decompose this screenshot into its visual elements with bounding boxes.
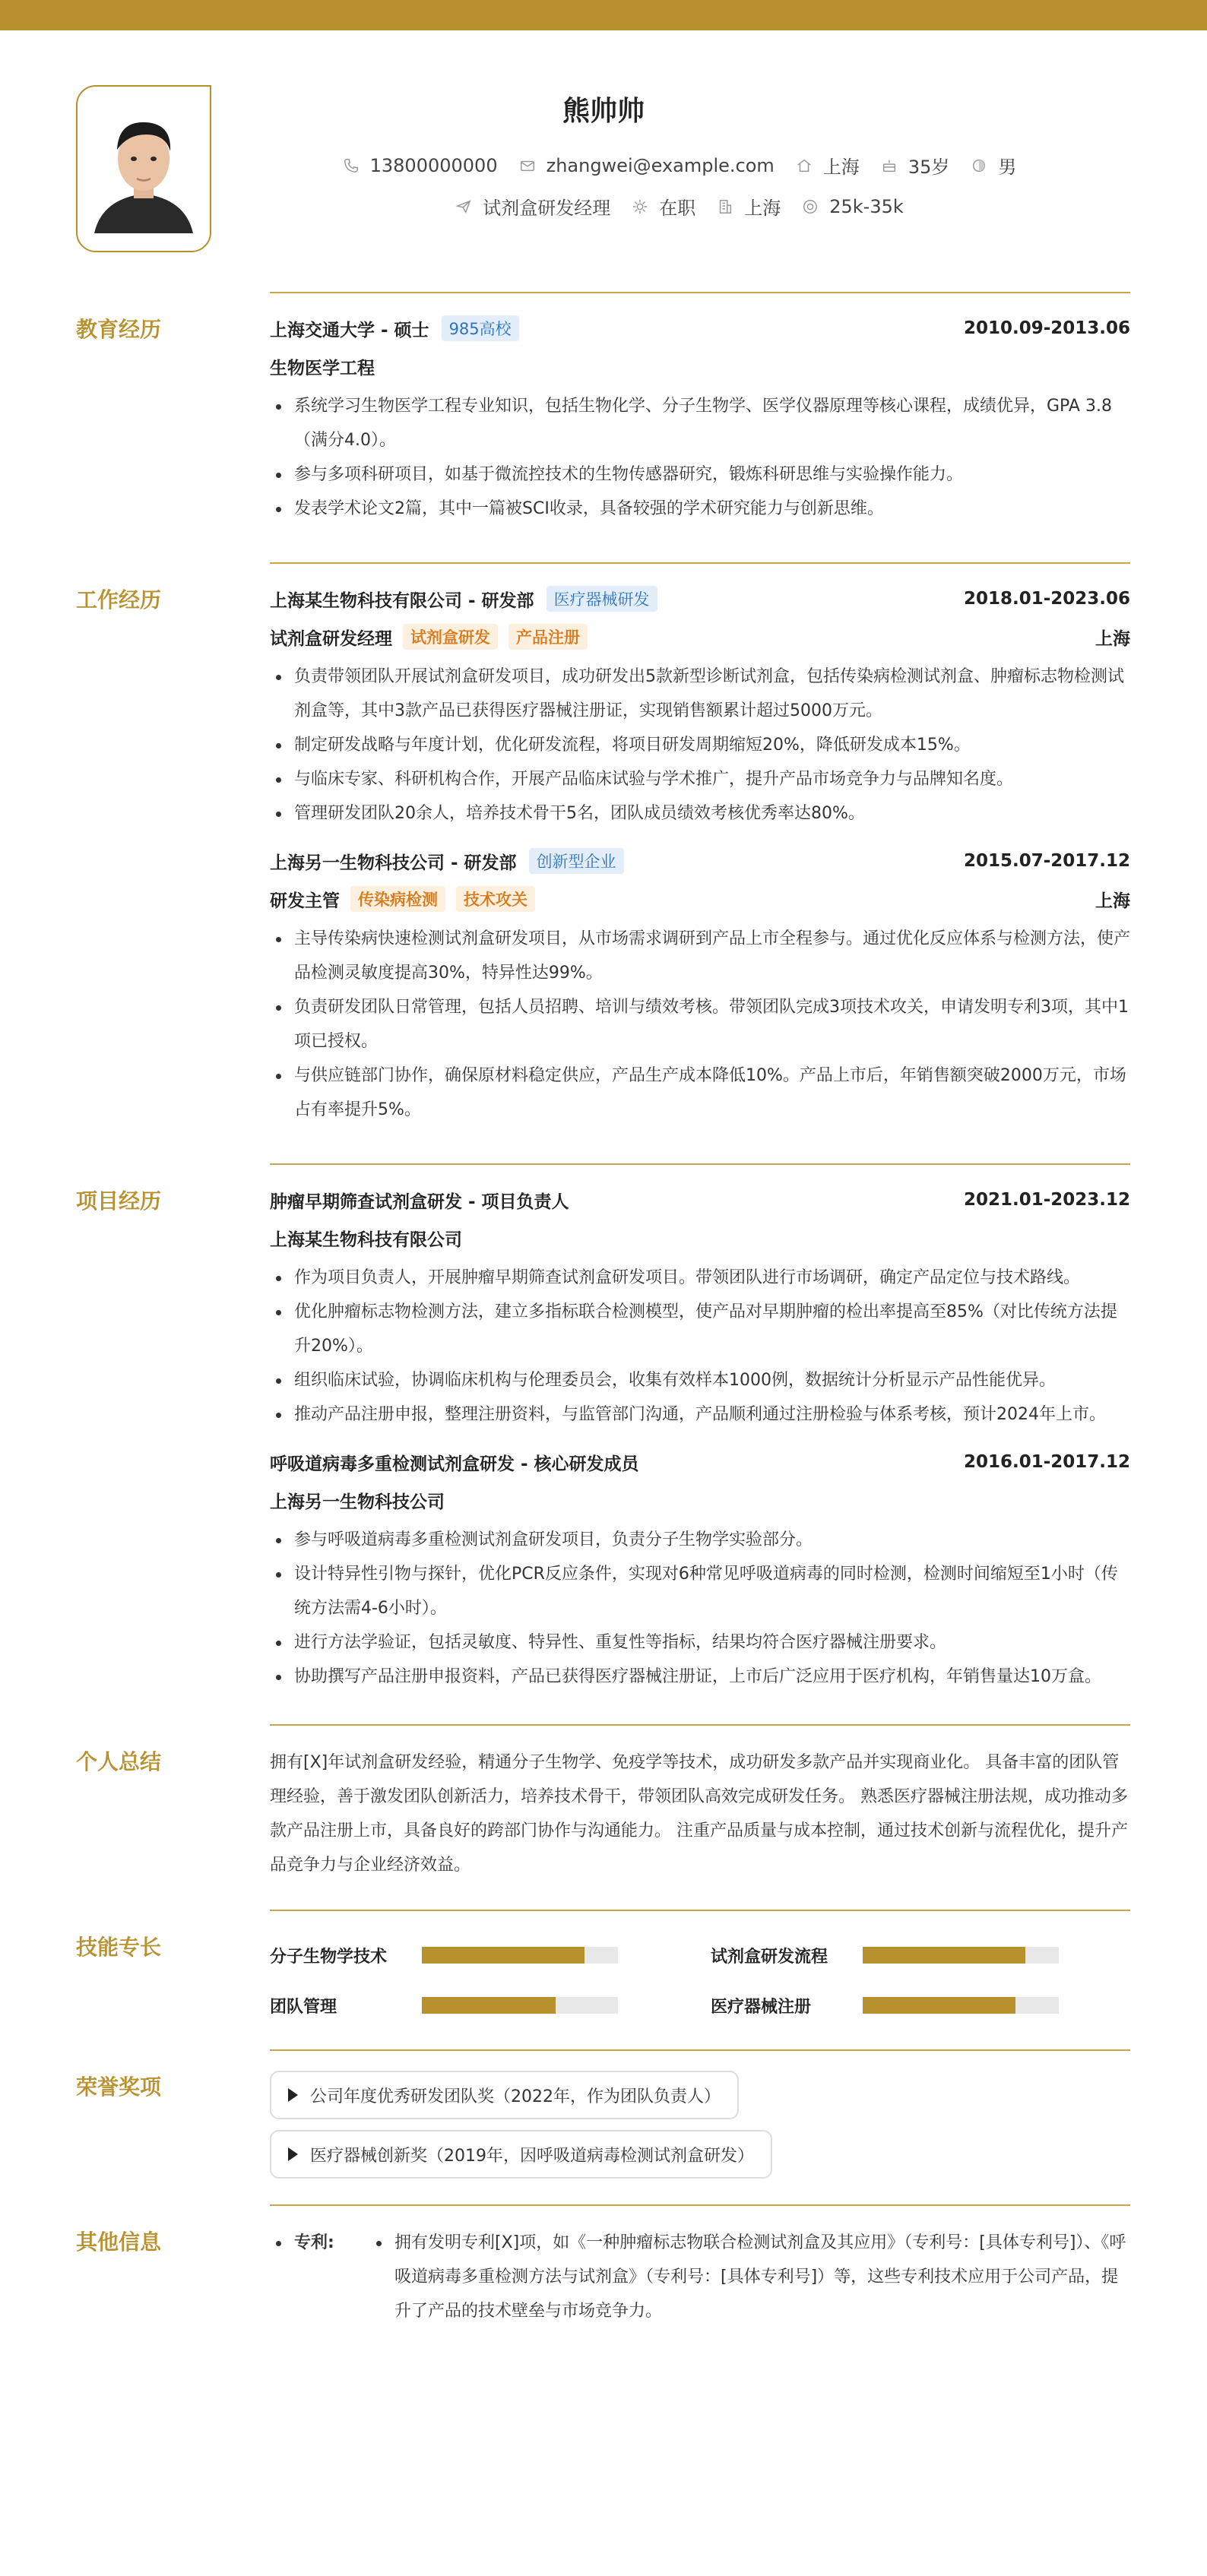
skills-grid: [270, 1931, 1130, 2022]
skill-name: 分子生物学技术: [270, 1947, 388, 1967]
patent-text: 拥有发明专利[X]项，如《一种肿瘤标志物联合检测试剂盒及其应用》（专利号：[具体专利号]）、《呼吸道病毒多重检测方法与试剂盒》（专利号：[具体专利号]）等，这些专利技术应用于公司产品，提升了产品的技术壁垒与市场竞争力。: [370, 2226, 1130, 2328]
project-name: 呼吸道病毒多重检测试剂盒研发 - 核心研发成员: [270, 1454, 639, 1474]
age-text: 35岁: [908, 157, 950, 178]
work-date: 2018.01-2023.06: [963, 589, 1130, 609]
project-org: 上海某生物科技有限公司: [270, 1229, 462, 1250]
skill-item: [711, 1938, 1130, 1972]
skill-bar: [422, 1947, 618, 1964]
contact-row: [152, 152, 1207, 179]
patent-label: 专利:: [270, 2226, 370, 2328]
project-org: 上海另一生物科技公司: [270, 1492, 445, 1512]
skill-name: 试剂盒研发流程: [711, 1947, 828, 1967]
play-triangle-icon: [288, 2088, 298, 2102]
skill-name: 团队管理: [270, 1997, 337, 2017]
section-title: 工作经历: [76, 587, 162, 612]
role-row: [270, 876, 1130, 922]
award-text: 公司年度优秀研发团队奖（2022年，作为团队负责人）: [310, 2087, 721, 2106]
role-name: 试剂盒研发经理: [270, 628, 392, 649]
project-entry-head: [270, 1185, 1130, 1215]
age-icon: [881, 157, 898, 174]
section-title: 项目经历: [76, 1188, 162, 1214]
skill-tag: 传染病检测: [350, 886, 445, 912]
list-item: 负责带领团队开展试剂盒研发项目，成功研发出5款新型诊断试剂盒，包括传染病检测试剂盒、肿瘤标志物检测试剂盒等，其中3款产品已获得医疗器械注册证，实现销售额累计超过5000万元。: [270, 660, 1130, 728]
company-tag: 医疗器械研发: [546, 586, 657, 612]
intent-row: [152, 193, 1207, 220]
project-bullets: [270, 1523, 1130, 1694]
target-city-item: [717, 193, 781, 220]
salary-text: 25k-35k: [829, 195, 904, 217]
project-date: 2016.01-2017.12: [963, 1452, 1130, 1472]
gender-text: 男: [998, 157, 1017, 178]
gender-item: [971, 152, 1016, 179]
skill-bar-fill: [863, 1997, 1015, 2014]
salary-icon: [802, 198, 819, 215]
status-text: 在职: [659, 198, 696, 219]
summary-section: [76, 1724, 1130, 1882]
work-bullets: [270, 660, 1130, 831]
skill-bar: [422, 1997, 618, 2014]
company-name: 上海某生物科技有限公司 - 研发部: [270, 590, 534, 611]
skill-bar-fill: [422, 1947, 584, 1964]
list-item: 主导传染病快速检测试剂盒研发项目，从市场需求调研到产品上市全程参与。通过优化反应体系与检测方法，使产品检测灵敏度提高30%，特异性达99%。: [270, 922, 1130, 990]
list-item: 进行方法学验证，包括灵敏度、特异性、重复性等指标，结果均符合医疗器械注册要求。: [270, 1625, 1130, 1660]
work-entry-head: [270, 846, 1130, 876]
education-date: 2010.09-2013.06: [963, 318, 1130, 338]
list-item: 组织临床试验，协调临床机构与伦理委员会，收集有效样本1000例，数据统计分析显示产品性能优异。: [270, 1363, 1130, 1397]
section-title: 其他信息: [76, 2229, 162, 2255]
work-section: [76, 562, 1131, 1127]
list-item: 作为项目负责人，开展肿瘤早期筛查试剂盒研发项目。带领团队进行市场调研，确定产品定位与技术路线。: [270, 1261, 1130, 1295]
project-org-row: [270, 1215, 1130, 1261]
section-title: 荣誉奖项: [76, 2074, 162, 2100]
work-entry-head: [270, 584, 1130, 614]
send-icon: [455, 198, 472, 215]
project-org-row: [270, 1477, 1130, 1523]
section-title: 教育经历: [76, 317, 162, 342]
awards-section: [76, 2049, 1130, 2189]
project-date: 2021.01-2023.12: [963, 1190, 1130, 1210]
company-name: 上海另一生物科技公司 - 研发部: [270, 853, 517, 873]
education-bullets: [270, 389, 1130, 526]
skill-tag: 试剂盒研发: [403, 624, 498, 650]
list-item: 与供应链部门协作，确保原材料稳定供应，产品生产成本降低10%。产品上市后，年销售额突破2000万元，市场占有率提升5%。: [270, 1059, 1130, 1127]
education-section: [76, 292, 1130, 526]
list-item: 系统学习生物医学工程专业知识，包括生物化学、分子生物学、医学仪器原理等核心课程，成绩优异，GPA 3.8（满分4.0）。: [270, 389, 1130, 457]
role-row: [270, 614, 1130, 660]
skill-name: 医疗器械注册: [711, 1997, 812, 2017]
section-title: 技能专长: [76, 1935, 162, 1960]
salary-item: [802, 196, 904, 217]
target-job-text: 试剂盒研发经理: [483, 198, 611, 219]
age-item: [881, 152, 950, 179]
skill-bar-fill: [863, 1947, 1025, 1964]
project-name: 肿瘤早期筛查试剂盒研发 - 项目负责人: [270, 1191, 569, 1212]
skill-tag: 技术攻关: [456, 886, 535, 912]
patent-row: [270, 2226, 1130, 2328]
list-item: 参与多项科研项目，如基于微流控技术的生物传感器研究，锻炼科研思维与实验操作能力。: [270, 457, 1130, 492]
mail-icon: [519, 157, 536, 174]
section-title: 个人总结: [76, 1749, 162, 1774]
project-entry-head: [270, 1447, 1130, 1477]
school-name: 上海交通大学 - 硕士: [270, 320, 429, 340]
list-item: 负责研发团队日常管理，包括人员招聘、培训与绩效考核。带领团队完成3项技术攻关，申请发明专利3项，其中1项已授权。: [270, 990, 1130, 1059]
location-item: [796, 152, 860, 179]
top-accent-bar: [0, 0, 1207, 30]
resume-header: [0, 30, 1207, 258]
company-tag: 创新型企业: [529, 848, 624, 874]
skill-item: [711, 1989, 1130, 2022]
major-row: [270, 343, 1130, 389]
phone-icon: [343, 157, 360, 174]
list-item: 管理研发团队20余人，培养技术骨干5名，团队成员绩效考核优秀率达80%。: [270, 796, 1130, 831]
gender-icon: [971, 157, 987, 174]
list-item: 参与呼吸道病毒多重检测试剂盒研发项目，负责分子生物学实验部分。: [270, 1523, 1130, 1557]
award-item[interactable]: [270, 2071, 739, 2119]
major-name: 生物医学工程: [270, 358, 375, 378]
phone-item: [343, 155, 498, 176]
award-item[interactable]: [270, 2130, 772, 2179]
work-date: 2015.07-2017.12: [963, 851, 1130, 871]
list-item: 设计特异性引物与探针，优化PCR反应条件，实现对6种常见呼吸道病毒的同时检测，检测时间缩短至1小时（传统方法需4-6小时）。: [270, 1557, 1130, 1625]
award-text: 医疗器械创新奖（2019年，因呼吸道病毒检测试剂盒研发）: [310, 2146, 754, 2166]
award-list: [270, 2071, 1130, 2189]
project-bullets: [270, 1261, 1130, 1432]
target-job-item: [455, 193, 610, 220]
skill-bar-fill: [422, 1997, 556, 2014]
work-city: 上海: [1095, 891, 1130, 911]
skills-section: [76, 1910, 1130, 2022]
status-item: [632, 193, 695, 220]
candidate-name: 熊帅帅: [562, 96, 645, 127]
other-section: [76, 2204, 1130, 2328]
phone-text: 13800000000: [369, 154, 498, 176]
education-entry-head: [270, 313, 1130, 343]
list-item: 与临床专家、科研机构合作，开展产品临床试验与学术推广，提升产品市场竞争力与品牌知名度。: [270, 762, 1130, 796]
email-text: zhangwei@example.com: [546, 154, 775, 176]
projects-section: [76, 1163, 1130, 1694]
skill-bar: [863, 1997, 1059, 2014]
summary-text: 拥有[X]年试剂盒研发经验，精通分子生物学、免疫学等技术，成功研发多款产品并实现商业化。 具备丰富的团队管理经验，善于激发团队创新活力，培养技术骨干，带领团队高效完成研发任务。 熟悉医疗器械注册法规，成功推动多款产品注册上市，具备良好的跨部门协作与沟通能力。 注重产品质量与成本控制，通过技术创新与流程优化，提升产品竞争力与企业经济效益。: [270, 1753, 1128, 1875]
status-icon: [632, 198, 648, 215]
play-triangle-icon: [288, 2147, 298, 2161]
building-icon: [717, 198, 733, 215]
list-item: 推动产品注册申报，整理注册资料，与监管部门沟通，产品顺利通过注册检验与体系考核，预计2024年上市。: [270, 1397, 1130, 1432]
skill-item: [270, 1989, 711, 2022]
location-text: 上海: [822, 157, 860, 178]
work-city: 上海: [1095, 628, 1130, 649]
list-item: 发表学术论文2篇，其中一篇被SCI收录，具备较强的学术研究能力与创新思维。: [270, 492, 1130, 526]
email-item: [519, 155, 775, 176]
skill-item: [270, 1938, 711, 1972]
list-item: 制定研发战略与年度计划，优化研发流程，将项目研发周期缩短20%，降低研发成本15%。: [270, 728, 1130, 762]
target-city-text: 上海: [744, 198, 781, 219]
skill-tag: 产品注册: [508, 624, 588, 650]
work-bullets: [270, 922, 1130, 1127]
home-icon: [796, 157, 813, 174]
school-tag: 985高校: [442, 315, 519, 341]
role-name: 研发主管: [270, 891, 340, 911]
skill-bar: [863, 1947, 1059, 1964]
list-item: 优化肿瘤标志物检测方法，建立多指标联合检测模型，使产品对早期肿瘤的检出率提高至85%（对比传统方法提升20%）。: [270, 1295, 1130, 1363]
list-item: 协助撰写产品注册申报资料，产品已获得医疗器械注册证，上市后广泛应用于医疗机构，年销售量达10万盒。: [270, 1660, 1130, 1694]
